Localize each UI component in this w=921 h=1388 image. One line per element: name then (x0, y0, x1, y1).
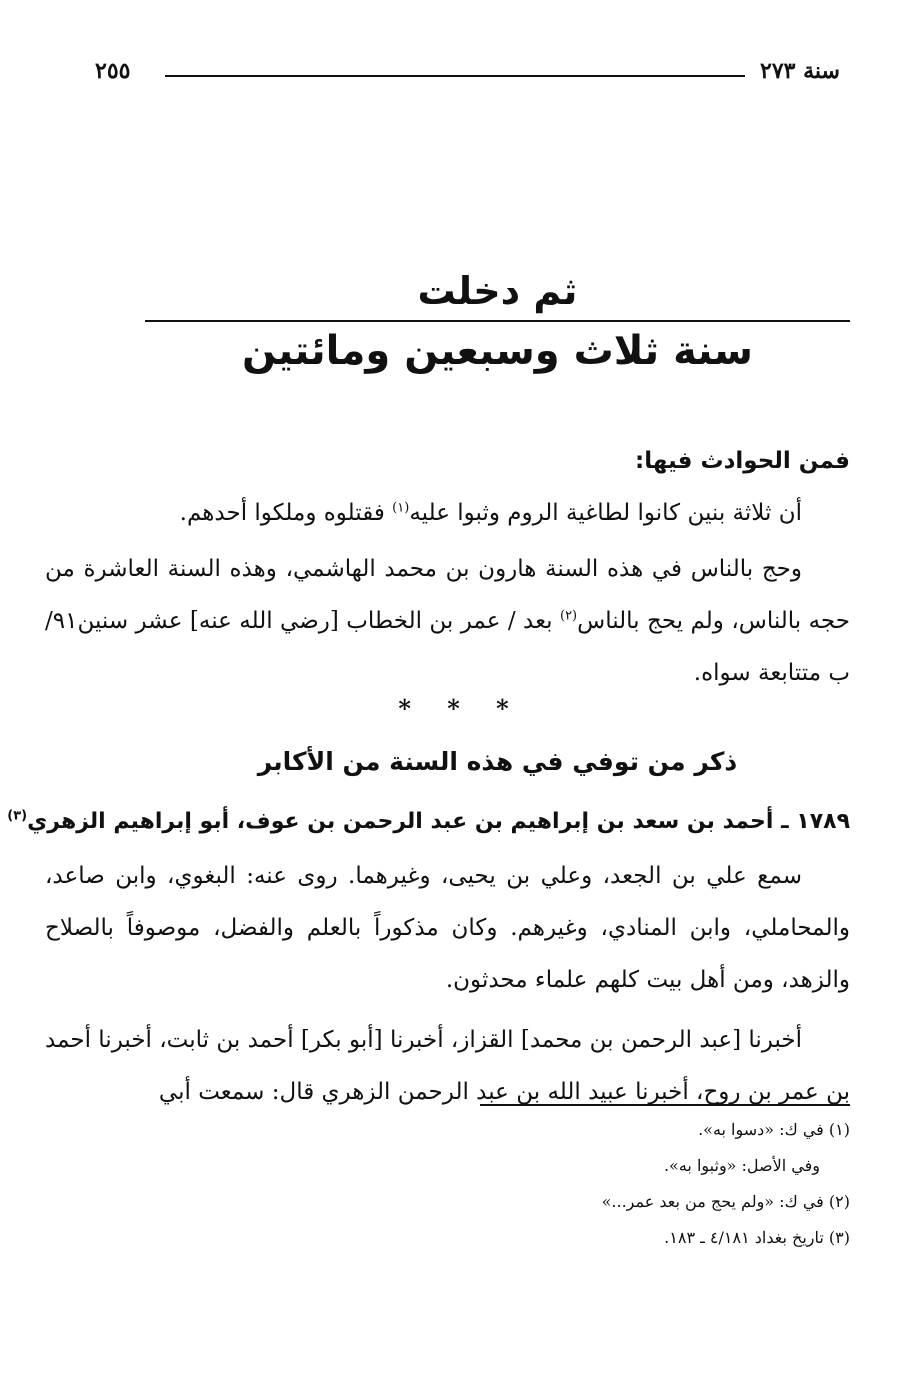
chapter-title-line2: سنة ثلاث وسبعين ومائتين (241, 328, 754, 374)
biography-paragraph-2: أخبرنا [عبد الرحمن بن محمد] القزاز، أخبرنا [أبو بكر] أحمد بن ثابت، أخبرنا أحمد بن عمر بن روح، أخبرنا عبيد الله بن عبد الرحمن الزهري قال: سمعت أبي (45, 1027, 850, 1105)
footnote-item: (٢) في ك: «ولم يحج من بعد عمر...» (601, 1192, 850, 1211)
section-separator: * * * (398, 694, 523, 723)
events-paragraph-1-text: أن ثلاثة بنين كانوا لطاغية الروم وثبوا عليه (409, 500, 802, 526)
chapter-title (145, 268, 850, 376)
events-paragraph-2-text-b: بعد / عمر بن الخطاب [رضي الله عنه] عشر سنين (77, 608, 560, 634)
running-header-rule (165, 75, 745, 77)
events-paragraph-2 (45, 543, 850, 699)
biography-entry-title: ١٧٨٩ ـ أحمد بن سعد بن إبراهيم بن عبد الرحمن بن عوف، أبو إبراهيم الزهري (27, 809, 850, 834)
biography-body (45, 850, 850, 1118)
events-paragraph-1 (45, 487, 850, 539)
page-number: ٢٥٥ (95, 58, 131, 84)
events-section (45, 435, 850, 699)
footnote-item: وفي الأصل: «وثبوا به». (663, 1156, 820, 1175)
running-header (95, 58, 840, 92)
events-paragraph-2-text-a: وحج بالناس في هذه السنة هارون بن محمد الهاشمي، وهذه السنة العاشرة من حجه بالناس، ولم يحج بالناس (45, 556, 850, 634)
footnotes (300, 1112, 850, 1256)
chapter-title-rule (145, 320, 850, 322)
manuscript-folio-marker: ٩١/ب (45, 608, 850, 686)
biography-entry-heading (7, 796, 850, 848)
running-header-year: سنة ٢٧٣ (760, 58, 840, 84)
biography-paragraph-1: سمع علي بن الجعد، وعلي بن يحيى، وغيرهما. روى عنه: البغوي، وابن صاعد، والمحاملي، وابن المنادي، وغيرهم. وكان مذكوراً بالعلم والفضل، موصوفاً بالصلاح والزهد، ومن أهل بيت كلهم علماء محدثون. (45, 863, 850, 993)
events-paragraph-1-tail: فقتلوه وملكوا أحدهم. (179, 500, 393, 526)
footnote-item: (١) في ك: «دسوا به». (698, 1120, 850, 1139)
footnote-ref-1: (١) (392, 500, 410, 516)
events-paragraph-2-text-c: متتابعة سواه. (693, 660, 829, 686)
footnote-ref-3: (٣) (7, 808, 28, 824)
events-heading: فمن الحوادث فيها: (635, 448, 850, 474)
footnote-rule (480, 1104, 850, 1106)
footnote-ref-2: (٢) (559, 608, 578, 624)
footnote-item: (٣) تاريخ بغداد ٤/١٨١ ـ ١٨٣. (664, 1228, 850, 1247)
chapter-title-line1: ثم دخلت (417, 269, 578, 313)
deaths-section-heading: ذكر من توفي في هذه السنة من الأكابر (257, 747, 738, 776)
